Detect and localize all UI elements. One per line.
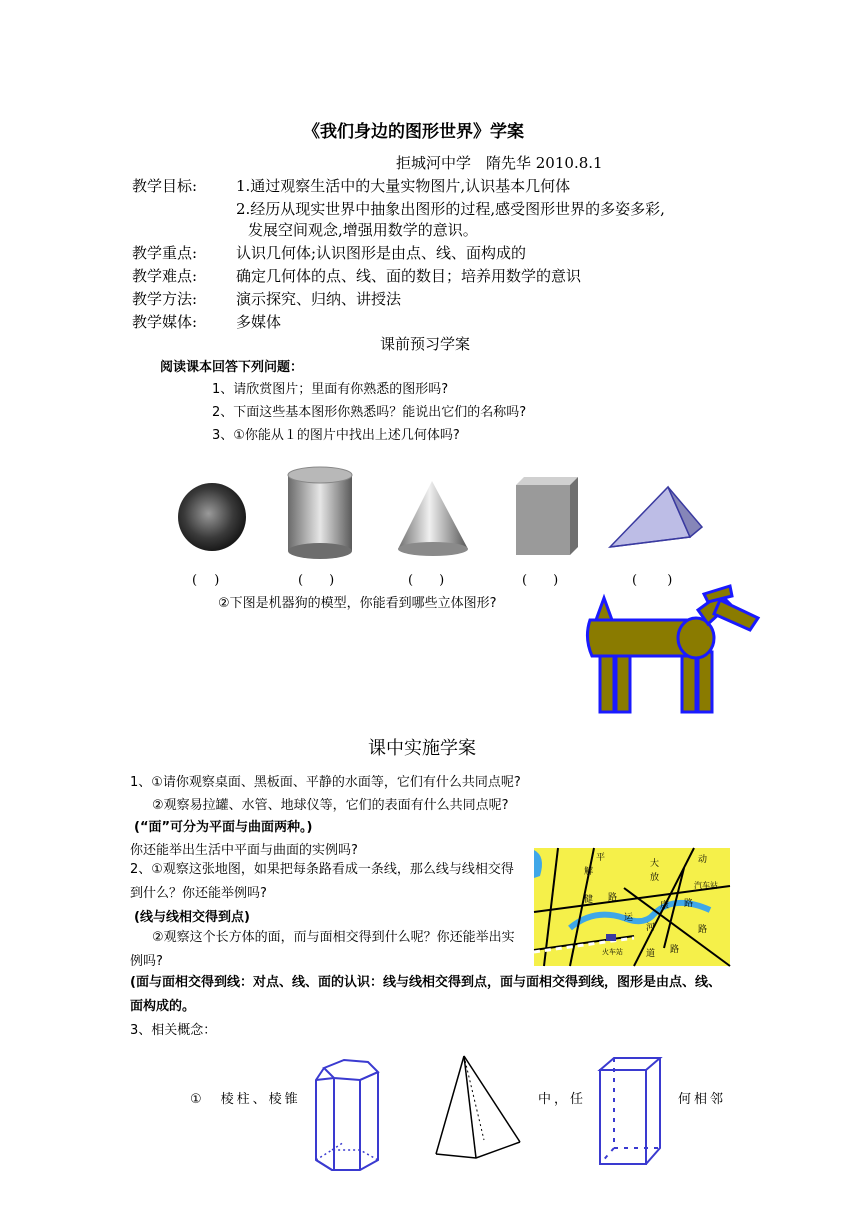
preview-q1: 1、请欣赏图片；里面有你熟悉的图形吗? <box>212 382 449 397</box>
in-class-p4: 2、①观察这张地图，如果把每条路看成一条线，那么线与线相交得到什么？你还能举例吗? <box>130 862 514 901</box>
map-label: 健 <box>584 895 594 905</box>
in-class-heading: 课中实施学案 <box>368 738 476 759</box>
preview-q4: ②下图是机器狗的模型，你能看到哪些立体图形? <box>218 596 497 611</box>
methods-row <box>132 288 401 309</box>
in-class-note3: (面与面相交得到线：对点、线、面的认识：线与线相交得到点，面与面相交得到线，图形是由点、线、面构成的。 <box>130 975 721 1014</box>
objective-1: 1.通过观察生活中的大量实物图片,认识基本几何体 <box>236 177 571 195</box>
dog-ear <box>704 586 732 602</box>
map-label: 大 <box>650 859 660 869</box>
dog-leg <box>616 652 630 712</box>
sphere-shape <box>178 483 246 551</box>
map-label: 路 <box>608 893 618 903</box>
difficulties-row <box>132 265 581 286</box>
preview-q3: 3、①你能从１的图片中找出上述几何体吗? <box>212 428 460 443</box>
key-points-value: 认识几何体;认识图形是由点、线、面构成的 <box>236 244 527 262</box>
blank-1[interactable]: ( ) <box>192 573 220 588</box>
author-line: 拒城河中学 隋先华 2010.8.1 <box>396 154 603 172</box>
map-label: 道 <box>646 949 656 959</box>
preview-q2: 2、下面这些基本图形你熟悉吗？能说出它们的名称吗? <box>212 405 527 420</box>
in-class-note1: (“面”可分为平面与曲面两种。) <box>134 820 313 835</box>
city-map <box>534 848 730 966</box>
blank-4[interactable]: ( ) <box>522 573 559 588</box>
dog-leg <box>682 652 696 712</box>
dog-leg <box>600 652 614 712</box>
cuboid-shape <box>516 477 578 555</box>
difficulties-value: 确定几何体的点、线、面的数目；培养用数学的意识 <box>236 267 582 285</box>
map-label: 动 <box>698 855 708 865</box>
map-label: 康 <box>660 901 670 911</box>
methods-label: 教学方法: <box>132 290 198 308</box>
cuboid-frame-illustration <box>596 1054 666 1168</box>
key-points-row <box>132 242 526 263</box>
media-label: 教学媒体: <box>132 313 198 331</box>
map-label: 汽车站 <box>694 881 718 890</box>
map-label: 火车站 <box>602 948 623 956</box>
preview-instruction: 阅读课本回答下列问题： <box>160 360 304 375</box>
blank-5[interactable]: ( ) <box>632 573 673 588</box>
dog-hat <box>596 598 612 620</box>
map-label: 平 <box>596 853 606 863</box>
in-class-p3: 你还能举出生活中平面与曲面的实例吗? <box>130 843 358 858</box>
map-label: 解 <box>584 867 594 877</box>
in-class-p6: 3、相关概念： <box>130 1023 217 1038</box>
key-points-label: 教学重点: <box>132 244 198 262</box>
map-label: 路 <box>698 925 708 935</box>
cylinder-shape <box>288 467 352 559</box>
map-label: 路 <box>670 945 680 955</box>
difficulties-label: 教学难点: <box>132 267 198 285</box>
pyramid-shape <box>610 487 702 547</box>
map-label: 路 <box>684 899 694 909</box>
objective-2-cont: 发展空间观念,增强用数学的意识。 <box>248 221 478 239</box>
bottom-text-c: 何相邻 <box>678 1092 727 1107</box>
dog-snout <box>714 600 758 630</box>
in-class-p5: ②观察这个长方体的面，而与面相交得到什么呢？你还能举出实例吗? <box>130 930 515 969</box>
bottom-text-b: 中，任 <box>538 1092 587 1107</box>
solids-illustration <box>170 465 730 565</box>
map-label: 放 <box>650 873 660 883</box>
hexagonal-prism-illustration <box>308 1056 388 1176</box>
objective-2: 2.经历从现实世界中抽象出图形的过程,感受图形世界的多姿多彩, <box>236 200 665 218</box>
preview-heading: 课前预习学案 <box>380 335 471 353</box>
robot-dog-illustration <box>580 580 770 720</box>
pyramid-illustration <box>434 1054 524 1160</box>
methods-value: 演示探究、归纳、讲授法 <box>236 290 402 308</box>
map-label: 运 <box>624 913 634 923</box>
bottom-text-a: ① 棱柱、棱锥 <box>190 1092 301 1107</box>
page-title: 《我们身边的图形世界》学案 <box>303 122 524 142</box>
in-class-p1: 1、①请你观察桌面、黑板面、平静的水面等，它们有什么共同点呢? <box>130 775 521 790</box>
media-row <box>132 311 281 332</box>
media-value: 多媒体 <box>236 313 282 331</box>
dog-leg <box>698 652 712 712</box>
blank-3[interactable]: ( ) <box>408 573 445 588</box>
map-label: 河 <box>646 923 656 933</box>
in-class-note2: (线与线相交得到点) <box>134 910 250 925</box>
objectives-row <box>132 175 570 196</box>
in-class-p2: ②观察易拉罐、水管、地球仪等，它们的表面有什么共同点呢? <box>152 798 509 813</box>
cone-shape <box>398 481 468 556</box>
objectives-label: 教学目标: <box>132 177 198 195</box>
blank-2[interactable]: ( ) <box>298 573 335 588</box>
